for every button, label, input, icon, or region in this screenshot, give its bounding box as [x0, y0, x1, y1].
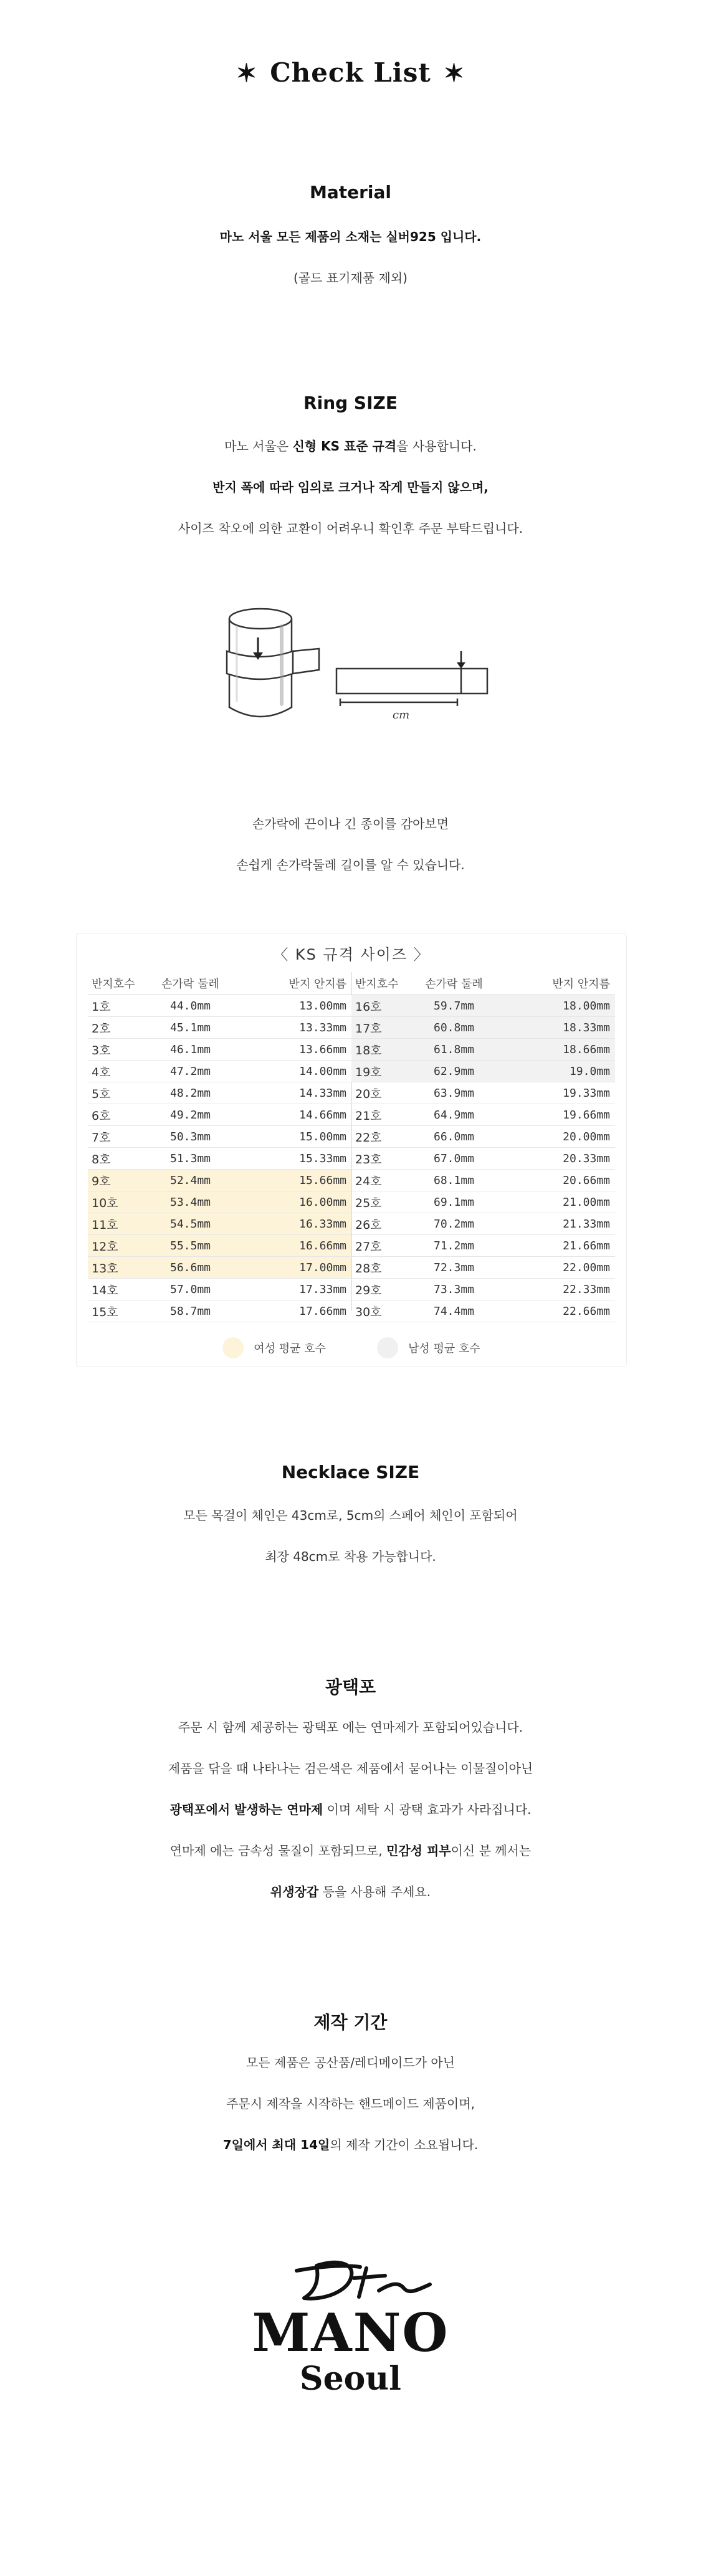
- size-cell: 24호: [355, 1174, 382, 1188]
- material-title: Material: [309, 182, 392, 203]
- circumference-cell: 56.6mm: [169, 1261, 211, 1274]
- table-row: [351, 1017, 615, 1039]
- page-title-text: Check List: [270, 57, 431, 88]
- diameter-cell: 21.00mm: [563, 1195, 610, 1209]
- table-row: [351, 1235, 615, 1257]
- polish-line-4: [0, 1844, 701, 1857]
- table-row: [351, 1082, 615, 1104]
- circumference-cell: 47.2mm: [169, 1064, 211, 1078]
- diameter-cell: 16.00mm: [299, 1195, 346, 1209]
- production-line3-bold: 7일에서 최대 14일: [222, 2137, 330, 2152]
- table-row: [351, 1148, 615, 1170]
- table-header-row: [88, 972, 351, 995]
- page-title: [0, 57, 701, 88]
- size-cell: 20호: [355, 1087, 382, 1101]
- necklace-title: Necklace SIZE: [281, 1462, 420, 1482]
- ring-size-title: Ring SIZE: [303, 393, 398, 413]
- ring-measure-illustration: [218, 601, 505, 738]
- diameter-cell: 22.00mm: [563, 1261, 610, 1274]
- size-cell: 25호: [355, 1196, 382, 1210]
- size-cell: 29호: [355, 1283, 382, 1297]
- size-cell: 13호: [92, 1261, 118, 1276]
- necklace-line-1: 모든 목걸이 체인은 43cm로, 5cm의 스페어 체인이 포함되어: [183, 1508, 518, 1523]
- ks-size-table: [76, 933, 627, 1367]
- ring-size-line-1: [0, 440, 701, 452]
- material-section: [0, 182, 701, 203]
- table-row: [88, 1300, 351, 1322]
- size-cell: 17호: [355, 1021, 382, 1036]
- diameter-cell: 15.00mm: [299, 1130, 346, 1143]
- table-row: [88, 1279, 351, 1300]
- polish-line4-bold: 민감성 피부: [386, 1843, 451, 1858]
- necklace-section: [0, 1462, 701, 1482]
- size-cell: 14호: [92, 1283, 118, 1297]
- table-row: [351, 1126, 615, 1148]
- ring-line1-post: 을 사용합니다.: [396, 439, 477, 454]
- circumference-cell: 64.9mm: [433, 1108, 475, 1122]
- diameter-cell: 20.33mm: [563, 1152, 610, 1165]
- table-row: [351, 1257, 615, 1279]
- table-row: [351, 1039, 615, 1061]
- diameter-cell: 17.33mm: [299, 1282, 346, 1296]
- diameter-cell: 18.00mm: [563, 999, 610, 1013]
- table-row: [351, 995, 615, 1017]
- diameter-cell: 22.66mm: [563, 1304, 610, 1318]
- table-row: [88, 995, 351, 1017]
- table-row: [351, 1300, 615, 1322]
- circumference-cell: 52.4mm: [169, 1173, 211, 1187]
- circumference-cell: 60.8mm: [433, 1021, 475, 1034]
- polish-title: 광택포: [325, 1677, 376, 1697]
- ring-line1-bold: 신형 KS 표준 규격: [292, 439, 397, 454]
- circumference-cell: 74.4mm: [433, 1304, 475, 1318]
- diameter-cell: 14.33mm: [299, 1086, 346, 1100]
- table-row: [88, 1126, 351, 1148]
- circumference-cell: 63.9mm: [433, 1086, 475, 1100]
- size-cell: 7호: [92, 1130, 111, 1145]
- circumference-cell: 72.3mm: [433, 1261, 475, 1274]
- header-circumference: 손가락 둘레: [161, 978, 219, 991]
- production-line-3: [0, 2139, 701, 2151]
- legend-female-swatch: [222, 1337, 244, 1358]
- production-title: 제작 기간: [313, 2012, 388, 2033]
- table-row: [351, 1279, 615, 1300]
- diameter-cell: 21.66mm: [563, 1239, 610, 1252]
- material-line-1-text: 마노 서울 모든 제품의 소재는 실버925 입니다.: [219, 229, 482, 244]
- table-row: [351, 1104, 615, 1126]
- circumference-cell: 49.2mm: [169, 1108, 211, 1122]
- illus-cm-label: cm: [393, 708, 410, 722]
- table-row: [88, 1082, 351, 1104]
- polish-line3-bold: 광택포에서 발생하는 연마제: [169, 1802, 323, 1817]
- diameter-cell: 17.00mm: [299, 1261, 346, 1274]
- ring-tip-2: 손쉽게 손가락둘레 길이를 알 수 있습니다.: [236, 857, 465, 872]
- size-cell: 15호: [92, 1305, 118, 1319]
- necklace-line-2: 최장 48cm로 착용 가능합니다.: [265, 1549, 436, 1564]
- circumference-cell: 70.2mm: [433, 1217, 475, 1231]
- circumference-cell: 68.1mm: [433, 1173, 475, 1187]
- size-cell: 3호: [92, 1043, 111, 1057]
- circumference-cell: 54.5mm: [169, 1217, 211, 1231]
- legend-male-swatch: [377, 1337, 398, 1358]
- material-line-1: [0, 231, 701, 243]
- size-cell: 11호: [92, 1218, 118, 1232]
- polish-line5-bold: 위생장갑: [270, 1884, 319, 1899]
- circumference-cell: 48.2mm: [169, 1086, 211, 1100]
- circumference-cell: 50.3mm: [169, 1130, 211, 1143]
- header-size: 반지호수: [92, 978, 135, 991]
- circumference-cell: 44.0mm: [169, 999, 211, 1013]
- table-header-row: [351, 972, 615, 995]
- diameter-cell: 20.00mm: [563, 1130, 610, 1143]
- table-half-left: [88, 972, 351, 1322]
- table-row: [351, 1191, 615, 1213]
- polish-section: [0, 1674, 701, 1699]
- size-cell: 22호: [355, 1130, 382, 1145]
- production-section: [0, 2009, 701, 2034]
- header-size: 반지호수: [355, 978, 399, 991]
- polish-line5-post: 등을 사용해 주세요.: [318, 1884, 431, 1899]
- size-cell: 21호: [355, 1109, 382, 1123]
- production-line-1: 모든 제품은 공산품/레디메이드가 아닌: [246, 2055, 455, 2070]
- size-cell: 6호: [92, 1109, 111, 1123]
- diameter-cell: 19.33mm: [563, 1086, 610, 1100]
- circumference-cell: 55.5mm: [169, 1239, 211, 1252]
- ring-size-line-2: [0, 481, 701, 494]
- star-icon: ✶: [443, 59, 465, 88]
- material-line-2: (골드 표기제품 제외): [293, 270, 408, 285]
- diameter-cell: 18.66mm: [563, 1042, 610, 1056]
- diameter-cell: 14.00mm: [299, 1064, 346, 1078]
- size-cell: 5호: [92, 1087, 111, 1101]
- table-legend: [77, 1337, 626, 1358]
- ring-tip-1: 손가락에 끈이나 긴 종이를 감아보면: [252, 816, 449, 831]
- size-cell: 8호: [92, 1152, 111, 1166]
- size-cell: 9호: [92, 1174, 111, 1188]
- circumference-cell: 53.4mm: [169, 1195, 211, 1209]
- circumference-cell: 69.1mm: [433, 1195, 475, 1209]
- polish-line-5: [0, 1886, 701, 1898]
- table-row: [88, 1213, 351, 1235]
- ring-line2-text: 반지 폭에 따라 임의로 크거나 작게 만들지 않으며,: [212, 480, 489, 495]
- ring-line1-pre: 마노 서울은: [224, 439, 293, 454]
- header-diameter: 반지 안지름: [552, 978, 610, 991]
- table-row: [351, 1061, 615, 1082]
- legend-male: [377, 1337, 480, 1358]
- circumference-cell: 57.0mm: [169, 1282, 211, 1296]
- diameter-cell: 18.33mm: [563, 1021, 610, 1034]
- circumference-cell: 59.7mm: [433, 999, 475, 1013]
- circumference-cell: 46.1mm: [169, 1042, 211, 1056]
- table-row: [88, 1017, 351, 1039]
- table-row: [351, 1213, 615, 1235]
- size-cell: 2호: [92, 1021, 111, 1036]
- header-circumference: 손가락 둘레: [425, 978, 483, 991]
- polish-line4-pre: 연마제 에는 금속성 물질이 포함되므로,: [169, 1843, 387, 1858]
- star-icon: ✶: [236, 59, 258, 88]
- circumference-cell: 58.7mm: [169, 1304, 211, 1318]
- size-cell: 12호: [92, 1239, 118, 1254]
- table-row: [88, 1104, 351, 1126]
- table-row: [88, 1191, 351, 1213]
- size-cell: 19호: [355, 1065, 382, 1079]
- table-row: [88, 1257, 351, 1279]
- circumference-cell: 51.3mm: [169, 1152, 211, 1165]
- diameter-cell: 13.66mm: [299, 1042, 346, 1056]
- diameter-cell: 13.00mm: [299, 999, 346, 1013]
- diameter-cell: 16.33mm: [299, 1217, 346, 1231]
- polish-line3-post: 이며 세탁 시 광택 효과가 사라집니다.: [327, 1802, 532, 1817]
- table-row: [88, 1148, 351, 1170]
- legend-female-label: 여성 평균 호수: [254, 1342, 326, 1355]
- ks-table-title: 〈 KS 규격 사이즈 〉: [273, 946, 430, 963]
- diameter-cell: 20.66mm: [563, 1173, 610, 1187]
- size-cell: 28호: [355, 1261, 382, 1276]
- polish-line4-post: 이신 분 께서는: [451, 1843, 532, 1858]
- diameter-cell: 15.33mm: [299, 1152, 346, 1165]
- production-line-2: 주문시 제작을 시작하는 핸드메이드 제품이며,: [226, 2096, 475, 2111]
- size-cell: 18호: [355, 1043, 382, 1057]
- size-cell: 26호: [355, 1218, 382, 1232]
- table-row: [88, 1039, 351, 1061]
- diameter-cell: 19.0mm: [569, 1064, 610, 1078]
- table-half-right: [351, 972, 615, 1322]
- diameter-cell: 15.66mm: [299, 1173, 346, 1187]
- table-row: [88, 1061, 351, 1082]
- ring-size-line-3: 사이즈 착오에 의한 교환이 어려우니 확인후 주문 부탁드립니다.: [178, 521, 523, 536]
- size-cell: 1호: [92, 999, 111, 1014]
- circumference-cell: 61.8mm: [433, 1042, 475, 1056]
- diameter-cell: 22.33mm: [563, 1282, 610, 1296]
- brand-name: MANO: [252, 2302, 449, 2364]
- diameter-cell: 17.66mm: [299, 1304, 346, 1318]
- size-cell: 4호: [92, 1065, 111, 1079]
- diameter-cell: 19.66mm: [563, 1108, 610, 1122]
- legend-female: [222, 1337, 326, 1358]
- legend-male-label: 남성 평균 호수: [408, 1342, 480, 1355]
- circumference-cell: 73.3mm: [433, 1282, 475, 1296]
- size-cell: 10호: [92, 1196, 118, 1210]
- brand-city: Seoul: [300, 2360, 401, 2398]
- circumference-cell: 66.0mm: [433, 1130, 475, 1143]
- header-diameter: 반지 안지름: [289, 978, 346, 991]
- circumference-cell: 45.1mm: [169, 1021, 211, 1034]
- circumference-cell: 71.2mm: [433, 1239, 475, 1252]
- production-line3-post: 의 제작 기간이 소요됩니다.: [330, 2137, 479, 2152]
- table-row: [88, 1170, 351, 1191]
- signature-mark-icon: [292, 2253, 441, 2309]
- ring-size-section: [0, 393, 701, 413]
- polish-line-1: 주문 시 함께 제공하는 광택포 에는 연마제가 포함되어있습니다.: [178, 1720, 523, 1735]
- circumference-cell: 67.0mm: [433, 1152, 475, 1165]
- size-cell: 16호: [355, 999, 382, 1014]
- brand-logo: [0, 2253, 701, 2440]
- diameter-cell: 21.33mm: [563, 1217, 610, 1231]
- size-cell: 23호: [355, 1152, 382, 1166]
- diameter-cell: 16.66mm: [299, 1239, 346, 1252]
- table-row: [88, 1235, 351, 1257]
- polish-line-2: 제품을 닦을 때 나타나는 검은색은 제품에서 묻어나는 이물질이아닌: [168, 1761, 533, 1776]
- diameter-cell: 13.33mm: [299, 1021, 346, 1034]
- size-cell: 27호: [355, 1239, 382, 1254]
- size-cell: 30호: [355, 1305, 382, 1319]
- diameter-cell: 14.66mm: [299, 1108, 346, 1122]
- table-row: [351, 1170, 615, 1191]
- circumference-cell: 62.9mm: [433, 1064, 475, 1078]
- polish-line-3: [0, 1803, 701, 1816]
